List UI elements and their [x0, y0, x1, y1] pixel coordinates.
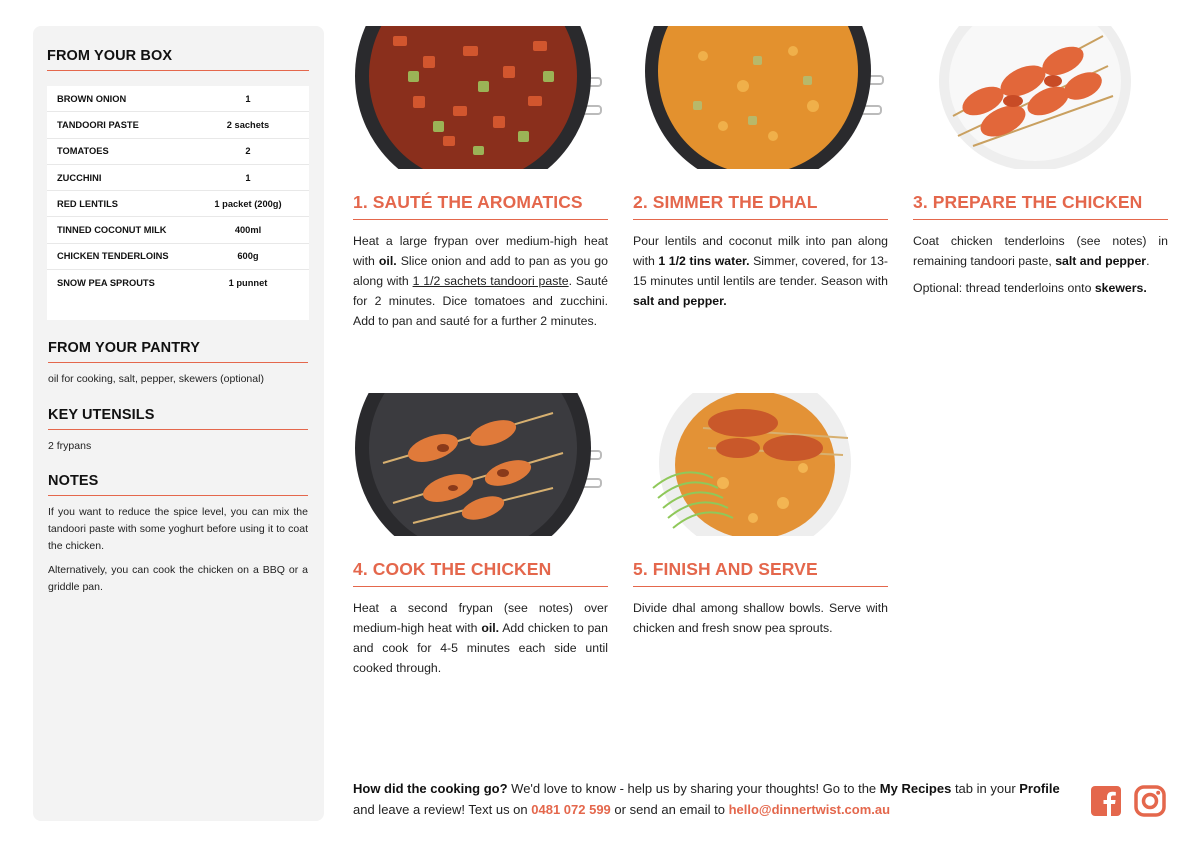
section-divider: [633, 586, 888, 587]
instagram-icon[interactable]: [1134, 785, 1166, 817]
step-3: [913, 26, 1168, 298]
step-5-photo: [633, 393, 888, 536]
table-row: [47, 270, 309, 296]
section-divider: [913, 219, 1168, 220]
table-row: [47, 244, 309, 270]
ingredient-qty: 1: [245, 93, 251, 104]
step-4-title: 4. COOK THE CHICKEN: [353, 559, 552, 579]
section-divider: [353, 219, 608, 220]
ingredient-name: TINNED COCONUT MILK: [57, 225, 167, 236]
section-divider: [47, 70, 309, 71]
step-2: [633, 26, 888, 311]
ingredient-name: RED LENTILS: [57, 198, 118, 209]
note-paragraph: Alternatively, you can cook the chicken on a BBQ or a griddle pan.: [48, 564, 308, 594]
section-divider: [353, 586, 608, 587]
ingredient-name: TANDOORI PASTE: [57, 119, 139, 130]
step-2-photo: [633, 26, 888, 169]
ingredient-name: BROWN ONION: [57, 93, 127, 104]
from-your-pantry-title: FROM YOUR PANTRY: [48, 340, 200, 356]
ingredient-name: TOMATOES: [57, 146, 109, 157]
notes-section: [48, 473, 308, 596]
from-your-box-title: FROM YOUR BOX: [47, 48, 173, 64]
from-your-box-section: [47, 48, 309, 71]
ingredient-qty: 1 punnet: [228, 278, 268, 289]
ingredient-qty: 2: [245, 146, 251, 157]
from-your-pantry-section: [48, 340, 308, 388]
table-row: [47, 165, 309, 191]
note-paragraph: If you want to reduce the spice level, you can mix the tandoori paste with some yoghurt before using it to coat the chicken.: [48, 506, 308, 552]
step-1-text: Heat a large frypan over medium-high heat with oil. Slice onion and add to pan as you go along with 1 1/2 sachets tandoori paste. Sauté for 2 minutes. Dice tomatoes and zucchini. Add to pan and sauté for a further 2 minutes.: [353, 234, 608, 328]
feedback-footer: How did the cooking go? We'd love to know - help us by sharing your thoughts! Go to the My Recipes tab in your Profile and leave a review! Text us on 0481 072 599 or send an email to hello@dinnertwist.com.au: [353, 781, 1060, 817]
step-4-photo: [353, 393, 608, 536]
key-utensils-title: KEY UTENSILS: [48, 407, 155, 423]
step-1-photo: [353, 26, 608, 169]
table-row: [47, 112, 309, 138]
section-divider: [633, 219, 888, 220]
section-divider: [48, 362, 308, 363]
step-3-text: Coat chicken tenderloins (see notes) in remaining tandoori paste, salt and pepper. Optional: thread tenderloins onto skewers.: [913, 234, 1168, 295]
ingredient-qty: 400ml: [234, 225, 262, 236]
email-link[interactable]: hello@dinnertwist.com.au: [728, 802, 891, 817]
step-4-text: Heat a second frypan (see notes) over medium-high heat with oil. Add chicken to pan and cook for 4-5 minutes each side until cooked through.: [353, 601, 608, 675]
section-divider: [48, 495, 308, 496]
table-row: [47, 86, 309, 112]
ingredient-qty: 600g: [237, 251, 259, 262]
step-5: [633, 393, 888, 638]
step-5-title: 5. FINISH AND SERVE: [633, 559, 818, 579]
ingredients-sidebar: [33, 26, 324, 821]
key-utensils-section: [48, 407, 308, 455]
pantry-text: oil for cooking, salt, pepper, skewers (optional): [48, 373, 264, 385]
step-2-text: Pour lentils and coconut milk into pan along with 1 1/2 tins water. Simmer, covered, for 13-15 minutes until lentils are tender. Season with salt and pepper.: [633, 234, 888, 308]
step-2-title: 2. SIMMER THE DHAL: [633, 192, 818, 212]
ingredient-qty: 2 sachets: [226, 119, 270, 130]
table-row: [47, 191, 309, 217]
step-1-title: 1. SAUTÉ THE AROMATICS: [353, 192, 583, 212]
ingredient-qty: 1: [245, 172, 251, 183]
ingredient-name: ZUCCHINI: [57, 172, 102, 183]
notes-title: NOTES: [48, 473, 99, 489]
facebook-icon[interactable]: [1090, 785, 1122, 817]
step-3-title: 3. PREPARE THE CHICKEN: [913, 192, 1143, 212]
step-1: [353, 26, 608, 331]
ingredient-name: CHICKEN TENDERLOINS: [57, 251, 169, 262]
ingredients-table: [47, 86, 309, 320]
table-row: [47, 139, 309, 165]
phone-link[interactable]: 0481 072 599: [531, 802, 611, 817]
ingredient-qty: 1 packet (200g): [214, 198, 282, 209]
table-row: [47, 217, 309, 243]
ingredient-name: SNOW PEA SPROUTS: [57, 278, 155, 289]
section-divider: [48, 429, 308, 430]
step-4: [353, 393, 608, 678]
step-3-photo: [913, 26, 1168, 169]
utensils-text: 2 frypans: [48, 440, 92, 452]
step-5-text: Divide dhal among shallow bowls. Serve with chicken and fresh snow pea sprouts.: [633, 601, 888, 635]
